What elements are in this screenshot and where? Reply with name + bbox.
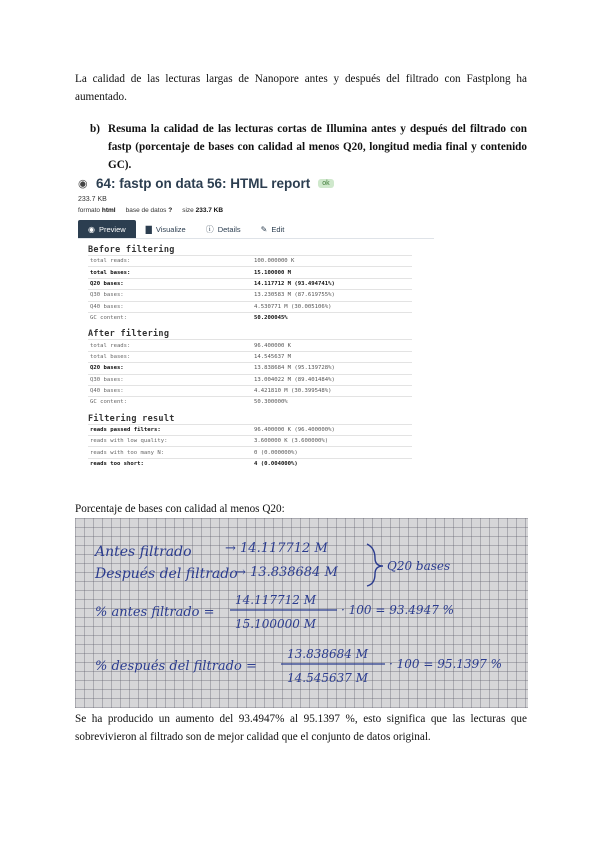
caption-paragraph: Porcentaje de bases con calidad al menos Q20: <box>75 503 285 515</box>
hw-line2-value: → 13.838684 M <box>235 565 338 580</box>
section-before-filtering: Before filtering <box>88 245 175 255</box>
row-label: reads with too many N: <box>88 447 252 458</box>
row-value: 3.600000 K (3.600000%) <box>252 436 412 447</box>
dataset-header <box>78 172 434 194</box>
handwritten-notes-photo <box>75 518 528 708</box>
hw-line1-label: Antes filtrado <box>95 544 192 560</box>
size-label: size <box>182 207 194 214</box>
row-label: Q20 bases: <box>88 363 252 374</box>
conclusion-paragraph: Se ha producido un aumento del 93.4947% al 95.1397 %, esto significa que las lecturas que sobrevivieron al filtrado son de mejor calidad que el conjunto de datos original. <box>75 713 527 743</box>
format-value: html <box>101 207 116 214</box>
db-value: ? <box>168 207 173 214</box>
row-label: total reads: <box>88 340 252 351</box>
after-filtering-table <box>88 339 412 407</box>
table-row <box>88 458 412 469</box>
row-value: 4.421810 M (30.399548%) <box>252 385 412 396</box>
row-value: 13.004022 M (89.401484%) <box>252 374 412 385</box>
section-after-filtering: After filtering <box>88 329 170 340</box>
row-label: Q20 bases: <box>88 278 252 289</box>
status-badge: ok <box>318 179 333 188</box>
question-letter: b) <box>90 123 100 135</box>
row-value: 50.300000% <box>252 397 412 408</box>
table-row <box>88 436 412 447</box>
bar-chart-icon: ▇ <box>145 224 152 234</box>
row-value: 0 (0.000000%) <box>252 447 412 458</box>
format-label: formato <box>78 207 101 214</box>
tab-details[interactable] <box>196 220 251 238</box>
table-row <box>88 385 412 396</box>
hw-formula1-num: 14.117712 M <box>235 593 316 607</box>
info-icon: ⓘ <box>205 224 214 234</box>
row-label: reads too short: <box>88 458 252 469</box>
row-label: Q40 bases: <box>88 301 252 312</box>
question-b <box>90 120 527 174</box>
row-label: total bases: <box>88 267 252 278</box>
table-row <box>88 301 412 312</box>
db-label: base de datos <box>125 207 167 214</box>
intro-paragraph: La calidad de las lecturas largas de Nanopore antes y después del filtrado con Fastplong ha aumentado. <box>75 73 527 103</box>
row-label: total reads: <box>88 256 252 267</box>
tab-label: Visualize <box>155 224 186 234</box>
hw-line1-value: → 14.117712 M <box>225 541 328 556</box>
row-value: 100.000000 K <box>252 256 412 267</box>
dataset-tabs <box>78 220 434 239</box>
table-row <box>88 363 412 374</box>
row-label: total bases: <box>88 351 252 362</box>
galaxy-report-screenshot <box>78 172 434 488</box>
table-row <box>88 312 412 323</box>
row-value: 13.230583 M (87.619755%) <box>252 290 412 301</box>
hw-brace-note: Q20 bases <box>387 559 451 573</box>
table-row <box>88 447 412 458</box>
row-value: 96.400000 K (96.400000%) <box>252 424 412 435</box>
row-label: GC content: <box>88 312 252 323</box>
hw-formula2-den: 14.545637 M <box>287 671 368 685</box>
eye-icon: ◉ <box>88 224 95 234</box>
row-label: Q30 bases: <box>88 290 252 301</box>
row-label: Q40 bases: <box>88 385 252 396</box>
table-row <box>88 351 412 362</box>
row-label: reads with low quality: <box>88 436 252 447</box>
hw-formula2-label: % después del filtrado = <box>95 659 257 674</box>
table-row <box>88 374 412 385</box>
row-value: 50.200045% <box>252 312 412 323</box>
row-value: 14.545637 M <box>252 351 412 362</box>
hw-formula1-result: · 100 = 93.4947 % <box>341 603 455 617</box>
size-value: 233.7 KB <box>195 207 224 214</box>
tab-label: Edit <box>271 224 285 234</box>
section-filtering-result: Filtering result <box>88 413 175 424</box>
hw-formula1-label: % antes filtrado = <box>95 605 215 620</box>
table-row <box>88 267 412 278</box>
tab-label: Preview <box>98 224 126 234</box>
tab-preview[interactable] <box>78 220 136 238</box>
row-label: reads passed filters: <box>88 424 252 435</box>
brace-mark <box>367 544 383 586</box>
handwriting-drawing <box>75 518 528 708</box>
row-value: 14.117712 M (93.494741%) <box>252 278 412 289</box>
hw-formula2-result: · 100 = 95.1397 % <box>389 657 503 671</box>
hw-formula2-num: 13.838684 M <box>287 647 368 661</box>
tab-visualize[interactable] <box>136 220 196 238</box>
table-row <box>88 278 412 289</box>
before-filtering-table <box>88 255 412 323</box>
eye-icon[interactable]: ◉ <box>78 177 88 190</box>
table-row <box>88 290 412 301</box>
dataset-meta <box>78 207 434 214</box>
table-row <box>88 340 412 351</box>
table-row <box>88 424 412 435</box>
row-value: 15.100000 M <box>252 267 412 278</box>
hw-line2-label: Después del filtrado <box>95 566 238 582</box>
dataset-size: 233.7 KB <box>78 196 107 203</box>
row-label: GC content: <box>88 397 252 408</box>
hw-formula1-den: 15.100000 M <box>235 617 316 631</box>
row-value: 4 (0.004000%) <box>252 458 412 469</box>
pencil-icon: ✎ <box>260 224 268 234</box>
table-row <box>88 256 412 267</box>
tab-edit[interactable] <box>251 220 295 238</box>
filtering-result-table <box>88 424 412 470</box>
row-value: 4.530771 M (30.005106%) <box>252 301 412 312</box>
question-text: Resuma la calidad de las lecturas cortas de Illumina antes y después del filtrado con fastp (porcentaje de bases con calidad al menos Q20, longitud media final y contenido GC). <box>108 123 527 171</box>
dataset-title[interactable]: 64: fastp on data 56: HTML report <box>96 175 311 191</box>
row-label: Q30 bases: <box>88 374 252 385</box>
tab-label: Details <box>217 224 241 234</box>
table-row <box>88 397 412 408</box>
row-value: 96.400000 K <box>252 340 412 351</box>
row-value: 13.838684 M (95.139728%) <box>252 363 412 374</box>
